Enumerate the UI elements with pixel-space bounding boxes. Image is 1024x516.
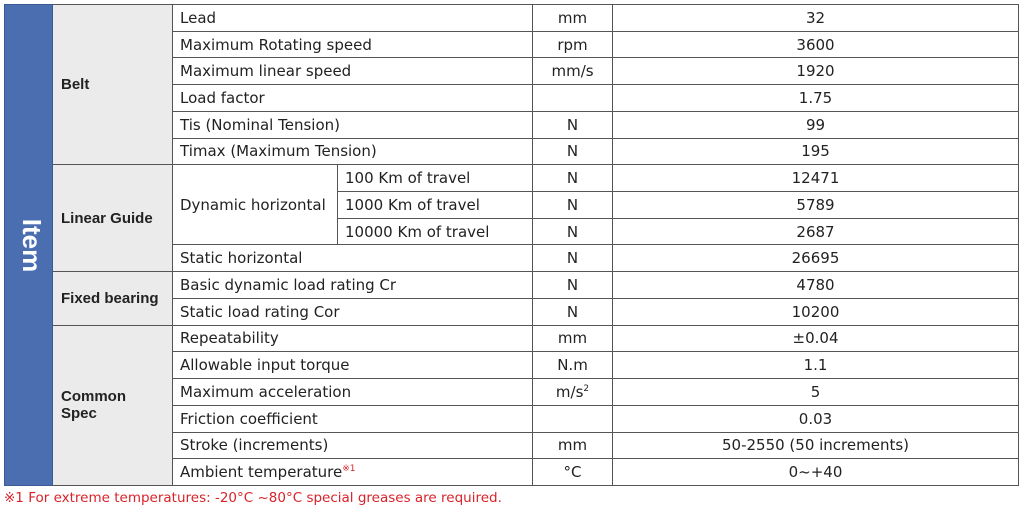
value-cell: 1920 bbox=[613, 58, 1019, 85]
item-label: Lead bbox=[173, 5, 533, 32]
value-cell: 32 bbox=[613, 5, 1019, 32]
item-label: Friction coefficient bbox=[173, 405, 533, 432]
travel-label: 100 Km of travel bbox=[338, 165, 533, 192]
value-cell: 0.03 bbox=[613, 405, 1019, 432]
value-cell: 26695 bbox=[613, 245, 1019, 272]
table-row bbox=[5, 5, 1019, 32]
item-label: Maximum Rotating speed bbox=[173, 31, 533, 58]
unit-cell: N bbox=[533, 218, 613, 245]
value-cell: 10200 bbox=[613, 298, 1019, 325]
unit-cell bbox=[533, 379, 613, 406]
unit-cell: N bbox=[533, 272, 613, 299]
value-cell: 3600 bbox=[613, 31, 1019, 58]
unit-cell: N.m bbox=[533, 352, 613, 379]
dynamic-horizontal-label: Dynamic horizontal bbox=[173, 165, 338, 245]
value-cell: 4780 bbox=[613, 272, 1019, 299]
item-label: Allowable input torque bbox=[173, 352, 533, 379]
unit-cell: N bbox=[533, 298, 613, 325]
value-cell: ±0.04 bbox=[613, 325, 1019, 352]
item-label: Maximum acceleration bbox=[173, 379, 533, 406]
unit-cell: N bbox=[533, 138, 613, 165]
unit-cell bbox=[533, 405, 613, 432]
item-label: Repeatability bbox=[173, 325, 533, 352]
travel-label: 1000 Km of travel bbox=[338, 192, 533, 219]
group-common-spec-line1: Common bbox=[61, 388, 126, 406]
item-label: Stroke (increments) bbox=[173, 432, 533, 459]
value-cell: 50-2550 (50 increments) bbox=[613, 432, 1019, 459]
unit-exponent: 2 bbox=[583, 383, 590, 394]
value-cell: 5 bbox=[613, 379, 1019, 406]
unit-cell: N bbox=[533, 165, 613, 192]
unit-cell: mm bbox=[533, 432, 613, 459]
item-label: Timax (Maximum Tension) bbox=[173, 138, 533, 165]
group-linear-guide: Linear Guide bbox=[53, 165, 173, 272]
unit-base: m/s bbox=[555, 382, 584, 401]
value-cell: 12471 bbox=[613, 165, 1019, 192]
value-cell: 99 bbox=[613, 111, 1019, 138]
unit-cell bbox=[533, 85, 613, 112]
unit-cell: rpm bbox=[533, 31, 613, 58]
value-cell: 5789 bbox=[613, 192, 1019, 219]
item-label: Static horizontal bbox=[173, 245, 533, 272]
item-label: Static load rating Cor bbox=[173, 298, 533, 325]
group-common-spec bbox=[53, 325, 173, 485]
unit-cell: °C bbox=[533, 459, 613, 486]
unit-cell: N bbox=[533, 245, 613, 272]
footnote-marker: ※1 bbox=[342, 464, 356, 475]
spec-table bbox=[4, 4, 1019, 486]
item-label: Basic dynamic load rating Cr bbox=[173, 272, 533, 299]
group-common-spec-line2: Spec bbox=[61, 405, 97, 423]
group-fixed-bearing: Fixed bearing bbox=[53, 272, 173, 325]
item-label-cell bbox=[173, 459, 533, 486]
footnote: ※1 For extreme temperatures: -20°C ~80°C special greases are required. bbox=[4, 490, 502, 506]
table-row bbox=[5, 165, 1019, 192]
side-label-cell bbox=[5, 5, 53, 486]
travel-label: 10000 Km of travel bbox=[338, 218, 533, 245]
unit-cell: mm bbox=[533, 5, 613, 32]
item-label: Maximum linear speed bbox=[173, 58, 533, 85]
unit-cell: N bbox=[533, 192, 613, 219]
unit-cell: mm bbox=[533, 325, 613, 352]
unit-cell: N bbox=[533, 111, 613, 138]
item-label: Load factor bbox=[173, 85, 533, 112]
item-label: Ambient temperature bbox=[180, 463, 343, 482]
value-cell: 0~+40 bbox=[613, 459, 1019, 486]
side-label: Item bbox=[17, 218, 48, 272]
value-cell: 1.1 bbox=[613, 352, 1019, 379]
value-cell: 1.75 bbox=[613, 85, 1019, 112]
unit-cell: mm/s bbox=[533, 58, 613, 85]
group-belt: Belt bbox=[53, 5, 173, 165]
item-label: Tis (Nominal Tension) bbox=[173, 111, 533, 138]
value-cell: 2687 bbox=[613, 218, 1019, 245]
table-row bbox=[5, 272, 1019, 299]
value-cell: 195 bbox=[613, 138, 1019, 165]
table-row bbox=[5, 325, 1019, 352]
